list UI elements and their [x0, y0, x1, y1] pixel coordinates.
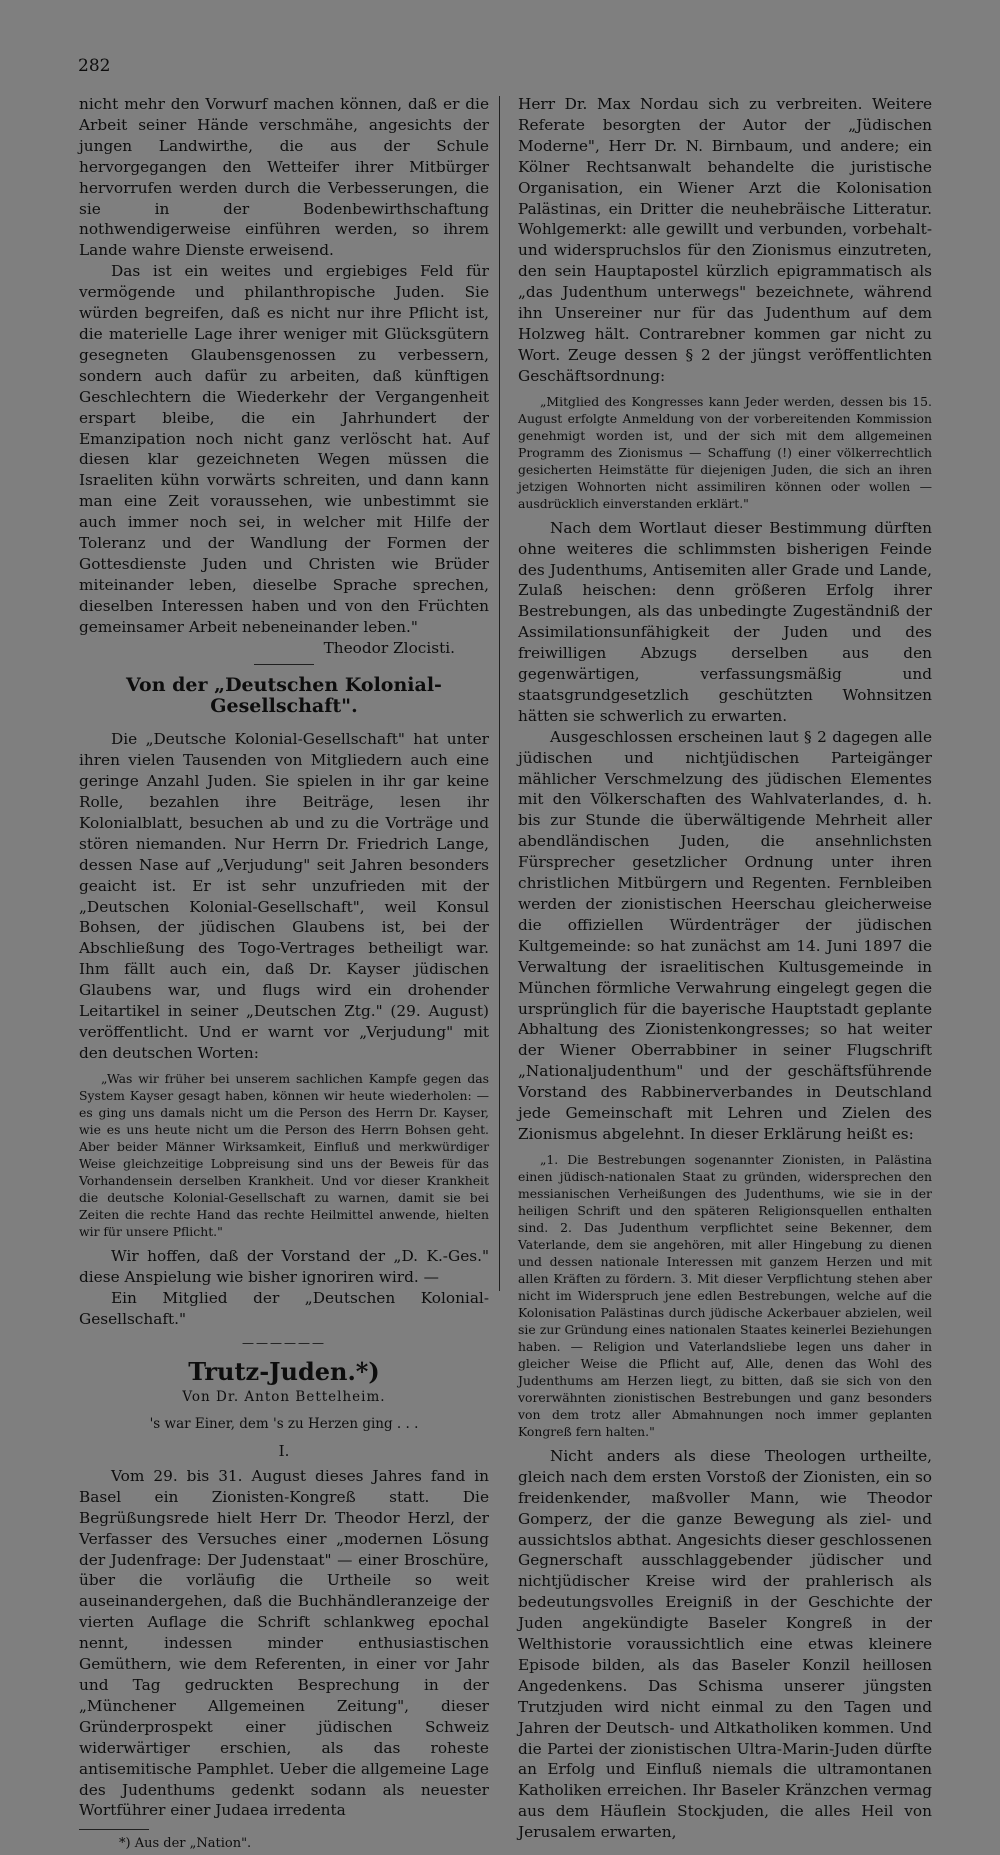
paragraph: Die „Deutsche Kolonial-Gesellschaft" hat unter ihren vielen Tausenden von Mitgliedern auch eine geringe Anzahl Juden. Sie spielen in ihr gar keine Rolle, bezahlen ihre Beiträge, lesen ihr Kolonialblatt, besuchen ab und zu die Vorträge und stören niemanden. Nur Herrn Dr. Friedrich Lange, dessen Nase auf „Verjudung" seit Jahren besonders geaicht ist. Er ist sehr unzufrieden mit der „Deutschen Kolonial-Gesellschaft", weil Konsul Bohsen, der jüdischen Glaubens ist, bei der Abschließung des Togo-Vertrages betheiligt war. Ihm fällt auch ein, daß Dr. Kayser jüdischen Glaubens war, und flugs wird ein drohender Leitartikel in seiner „Deutschen Ztg." (29. August) veröffentlicht. Und er warnt vor „Verjudung" mit den deutschen Worten: [79, 730, 489, 1062]
quote-text: „Mitglied des Kongresses kann Jeder werden, dessen bis 15. August erfolgte Anmeldung von der vorbereitenden Kommission genehmigt worden ist, und der sich mit dem allgemeinen Programm des Zionismus — Schaffung (!) einer völkerrechtlich gesicherten Heimstätte für diejenigen Juden, die sich an ihren jetzigen Wohnorten nicht assimiliren können oder wollen — ausdrücklich einverstanden erklärt." [518, 393, 932, 511]
footnote: *) Aus der „Nation". [119, 1836, 252, 1852]
article-divider: —————— [242, 1336, 326, 1351]
paragraph: Vom 29. bis 31. August dieses Jahres fand in Basel ein Zionisten-Kongreß statt. Die Begrüßungsrede hielt Herr Dr. Theodor Herzl, der Verfasser des Versuches einer „modernen Lösung der Judenfrage: Der Judenstaat" — einer Broschüre, über die vorläufig die Urtheile so weit auseinandergehen, daß die Buchhändleranzeige der vierten Auflage die Schrift schlankweg epochal nennt, indessen minder enthusiastischen Gemüthern, wie dem Referenten, in einer vor Jahr und Tag gedruckten Besprechung in der „Münchener Allgemeinen Zeitung", dieser Gründerprospekt einer jüdischen Schweiz widerwärtiger erschien, als das roheste antisemitische Pamphlet. Ueber die allgemeine Lage des Judenthums gedenkt sodann als neuester Wortführer einer Judaea irredenta [79, 1466, 489, 1820]
paragraph: Herr Dr. Max Nordau sich zu verbreiten. Weitere Referate besorgten der Autor der „Jüdischen Moderne", Herr Dr. N. Birnbaum, und andere; ein Kölner Rechtsanwalt behandelte die juristische Organisation, ein Wiener Arzt die Kolonisation Palästinas, ein Dritter die neuhebräische Litteratur. Wohlgemerkt: alle gewillt und verbunden, vorbehalt- und widerspruchslos für den Zionismus einzutreten, den sein Hauptapostel kürzlich epigrammatisch als „das Judenthum unterwegs" bezeichnete, während ihn Unsereiner nur für das Judenthum auf dem Holzweg hält. Contrarebner kommen gar nicht zu Wort. Zeuge dessen § 2 der jüngst veröffentlichten Geschäftsordnung: [518, 95, 932, 385]
section-separator [254, 664, 314, 665]
paragraph: Das ist ein weites und ergiebiges Feld für vermögende und philanthropische Juden. Sie würden begreifen, daß es nicht nur ihre Pflicht ist, die materielle Lage ihrer weniger mit Glücksgütern gesegneten Glaubensgenossen zu verbessern, sondern auch dafür zu arbeiten, daß künftigen Geschlechtern die Wiederkehr der Vergangenheit erspart bleibe, die ein Jahrhundert der Emanzipation noch nicht ganz verlöscht hat. Auf diesen klar gezeichneten Wegen müssen die Israeliten kühn vorwärts schreiten, und dann kann man eine Zeit voraussehen, wie unbestimmt sie auch immer noch sei, in welcher mit Hilfe der Toleranz und der Wandlung der Formen der Gottesdienste Juden und Christen wie Brüder miteinander leben, dieselbe Sprache sprechen, dieselben Interessen haben und von den Früchten gemeinsamer Arbeit nebeneinander leben." [79, 262, 489, 636]
right-column [518, 94, 932, 1843]
quote-text: „Was wir früher bei unserem sachlichen Kampfe gegen das System Kayser gesagt haben, können wir heute wiederholen: — es ging uns damals nicht um die Person des Herrn Dr. Kayser, wie es uns heute nicht um die Person des Herrn Bohsen geht. Aber beider Männer Wirksamkeit, Einfluß und merkwürdiger Weise gleichzeitige Lobpreisung sind uns der Beweis für das Vorhandensein derselben Krankheit. Und vor dieser Krankheit die deutsche Kolonial-Gesellschaft zu warnen, damit sie bei Zeiten die rechte Hand das rechte Heilmittel anwende, hielten wir für unsere Pflicht." [79, 1070, 489, 1239]
left-column [79, 94, 489, 1855]
section-number: I. [278, 1442, 290, 1461]
page-number: 282 [78, 56, 111, 76]
article-title: Trutz-Juden.*) [188, 1357, 380, 1387]
paragraph: nicht mehr den Vorwurf machen können, daß er die Arbeit seiner Hände verschmähe, angesichts der jungen Landwirthe, die aus der Schule hervorgegangen den Wetteifer ihrer Mitbürger hervorrufen werden durch die Verbesserungen, die sie in der Bodenbewirthschaftung nothwendigerweise einführen werden, so ihrem Lande wahre Dienste erweisend. [79, 95, 489, 260]
block-quote [518, 393, 932, 512]
article-motto: 's war Einer, dem 's zu Herzen ging . . . [149, 1416, 419, 1433]
paragraph: Ein Mitglied der „Deutschen Kolonial-Gesellschaft." [79, 1288, 489, 1328]
block-quote [518, 1151, 932, 1440]
paragraph: Wir hoffen, daß der Vorstand der „D. K.-Ges." diese Anspielung wie bisher ignoriren wird. — [79, 1246, 489, 1286]
footnote-rule [79, 1829, 149, 1830]
column-divider [499, 96, 500, 1291]
paragraph: Nach dem Wortlaut dieser Bestimmung dürften ohne weiteres die schlimmsten bisherigen Feinde des Judenthums, Antisemiten aller Grade und Lande, Zulaß heischen: denn größeren Erfolg ihrer Bestrebungen, als das unbedingte Zugeständniß der Assimilationsunfähigkeit der Juden und des freiwilligen Abzugs derselben aus den gegenwärtigen, verfassungsmäßig und staatsgrundgesetzlich geschützten Wohnsitzen hätten sie schwerlich zu erwarten. [518, 518, 932, 725]
author-signature: Theodor Zlocisti. [323, 638, 455, 657]
paragraph: Nicht anders als diese Theologen urtheilte, gleich nach dem ersten Vorstoß der Zionisten, ein so freidenkender, maßvoller Mann, wie Theodor Gomperz, der die ganze Bewegung als ziel- und aussichtslos abthat. Angesichts dieser geschlossenen Gegnerschaft ausschlaggebender jüdischer und nichtjüdischer Kreise wird der prahlerisch als bedeutungsvolles Ereigniß in der Geschichte der Juden angekündigte Baseler Kongreß in der Welthistorie voraussichtlich eine etwas kleinere Episode bilden, als das Baseler Konzil heillosen Angedenkens. Das Schisma unserer jüngsten Trutzjuden wird nicht einmal zu den Tagen und Jahren der Deutsch- und Altkatholiken kommen. Und die Partei der zionistischen Ultra-Marin-Juden dürfte an Erfolg und Einfluß niemals die ultramontanen Katholiken erreichen. Ihr Baseler Kränzchen vermag aus dem Häuflein Stockjuden, die alles Heil von Jerusalem erwarten, [518, 1446, 933, 1842]
article-byline: Von Dr. Anton Bettelheim. [182, 1389, 386, 1406]
quote-text: „1. Die Bestrebungen sogenannter Zionisten, in Palästina einen jüdisch-nationalen Staat zu gründen, widersprechen den messianischen Verheißungen des Judenthums, wie sie in der heiligen Schrift und den späteren Religionsquellen enthalten sind. 2. Das Judenthum verpflichtet seine Bekenner, dem Vaterlande, dem sie angehören, mit aller Hingebung zu dienen und dessen nationale Interessen mit ganzem Herzen und mit allen Kräften zu fördern. 3. Mit dieser Verpflichtung stehen aber nicht im Widerspruch jene edlen Bestrebungen, welche auf die Kolonisation Palästinas durch jüdische Ackerbauer abzielen, weil sie zur Gründung eines nationalen Staates keinerlei Beziehungen haben. — Religion und Vaterlandsliebe legen uns daher in gleicher Weise die Pflicht auf, Alle, denen das Wohl des Judenthums am Herzen liegt, zu bitten, daß sie sich von den vorerwähnten zionistischen Bestrebungen und ganz besonders von dem trotz aller Abmahnungen noch immer geplanten Kongreß fern halten." [518, 1151, 932, 1439]
block-quote [79, 1070, 489, 1240]
section-heading: Von der „Deutschen Kolonial-Gesellschaft". [126, 674, 442, 718]
paragraph: Ausgeschlossen erscheinen laut § 2 dagegen alle jüdischen und nichtjüdischen Parteigänger mählicher Verschmelzung des jüdischen Elementes mit den Völkerschaften des Wahlvaterlandes, d. h. bis zur Stunde die überwältigende Mehrheit aller abendländischen Juden, die ansehnlichsten Fürsprecher gesetzlicher Ordnung unter ihren christlichen Mitbürgern und Regenten. Fernbleiben werden der zionistischen Heerschau gleicherweise die offiziellen Würdenträger der jüdischen Kultgemeinde: so hat zunächst am 14. Juni 1897 die Verwaltung der israelitischen Kultusgemeinde in München förmliche Verwahrung eingelegt gegen die ursprünglich für die bayerische Hauptstadt geplante Abhaltung des Zionistenkongresses; so hat weiter der Wiener Oberrabbiner in seiner Flugschrift „Nationaljudenthum" und der geschäftsführende Vorstand des Rabbinerverbandes in Deutschland jede Gemeinschaft mit Lehren und Zielen des Zionismus abgelehnt. In dieser Erklärung heißt es: [518, 727, 932, 1143]
